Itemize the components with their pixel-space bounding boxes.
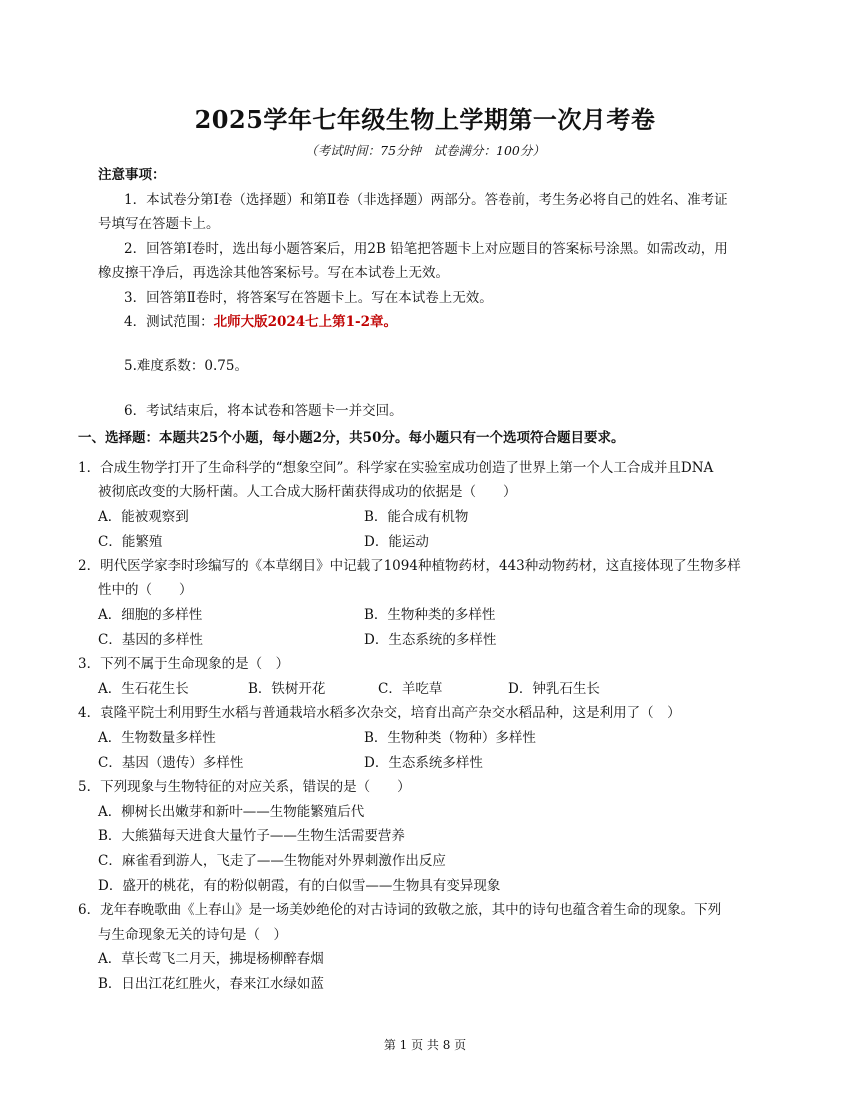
question-4-option-c: C．基因（遗传）多样性 [98, 755, 244, 771]
question-2-option-d: D．生态系统的多样性 [364, 632, 497, 648]
question-2-stem-line1: 2．明代医学家李时珍编写的《本草纲目》中记载了1094种植物药材，443种动物药材，这直接体现了生物多样 [78, 558, 741, 574]
section1-heading: 一、选择题：本题共25个小题，每小题2分，共50分。每小题只有一个选项符合题目要求。 [78, 430, 625, 446]
notice-item1-line1: 1．本试卷分第Ⅰ卷（选择题）和第Ⅱ卷（非选择题）两部分。答卷前，考生务必将自己的姓名、准考证 [124, 192, 728, 208]
question-3-option-c: C．羊吃草 [378, 681, 443, 697]
question-1-stem-line1: 1．合成生物学打开了生命科学的“想象空间”。科学家在实验室成功创造了世界上第一个人工合成并且DNA [78, 460, 714, 476]
notice-item3: 3．回答第Ⅱ卷时，将答案写在答题卡上。写在本试卷上无效。 [124, 290, 493, 306]
question-2-option-a: A．细胞的多样性 [98, 607, 203, 623]
question-4-option-a: A．生物数量多样性 [98, 730, 216, 746]
question-1-option-c: C．能繁殖 [98, 534, 163, 550]
question-3-option-d: D．钟乳石生长 [508, 681, 600, 697]
question-2-option-c: C．基因的多样性 [98, 632, 203, 648]
question-5-stem: 5．下列现象与生物特征的对应关系，错误的是（ ） [78, 779, 411, 795]
question-4-option-b: B．生物种类（物种）多样性 [364, 730, 536, 746]
question-5-option-c: C．麻雀看到游人，飞走了——生物能对外界刺激作出反应 [98, 853, 446, 869]
notice-item6: 6．考试结束后，将本试卷和答题卡一并交回。 [124, 403, 403, 419]
question-5-option-b: B．大熊猫每天进食大量竹子——生物生活需要营养 [98, 828, 405, 844]
question-5-option-d: D．盛开的桃花，有的粉似朝霞，有的白似雪——生物具有变异现象 [98, 878, 501, 894]
question-2-stem-line2: 性中的（ ） [98, 582, 193, 598]
question-3-option-b: B．铁树开花 [248, 681, 326, 697]
notice-heading: 注意事项： [98, 167, 166, 183]
notice-item2-line1: 2．回答第Ⅰ卷时，选出每小题答案后，用2B 铅笔把答题卡上对应题目的答案标号涂黑。如需改动，用 [124, 241, 728, 257]
notice-item1-line2: 号填写在答题卡上。 [98, 216, 220, 232]
question-6-stem-line2: 与生命现象无关的诗句是（ ） [98, 927, 287, 943]
notice-item4-label: 4．测试范围： [124, 314, 214, 330]
page-footer: 第 1 页 共 8 页 [383, 1038, 467, 1052]
notice-item4 [124, 313, 397, 331]
question-2-option-b: B．生物种类的多样性 [364, 607, 496, 623]
question-1-option-d: D．能运动 [364, 534, 429, 550]
question-1-option-b: B．能合成有机物 [364, 509, 469, 525]
notice-item2-line2: 橡皮擦干净后，再选涂其他答案标号。写在本试卷上无效。 [98, 265, 449, 281]
question-4-stem: 4．袁隆平院士利用野生水稻与普通栽培水稻多次杂交，培育出高产杂交水稻品种，这是利用了（ ） [78, 705, 681, 721]
notice-item5: 5.难度系数：0.75。 [124, 358, 248, 374]
question-6-stem-line1: 6．龙年春晚歌曲《上春山》是一场美妙绝伦的对古诗词的致敬之旅，其中的诗句也蕴含着生命的现象。下列 [78, 902, 722, 918]
exam-title: 2025学年七年级生物上学期第一次月考卷 [194, 105, 656, 134]
question-6-option-a: A．草长莺飞二月天，拂堤杨柳醉春烟 [98, 951, 324, 967]
question-3-stem: 3．下列不属于生命现象的是（ ） [78, 656, 290, 672]
question-5-option-a: A．柳树长出嫩芽和新叶——生物能繁殖后代 [98, 804, 365, 820]
question-3-option-a: A．生石花生长 [98, 681, 189, 697]
exam-subtitle: （考试时间：75分钟 试卷满分：100分） [305, 143, 545, 158]
notice-item4-scope: 北师大版2024七上第1-2章。 [213, 314, 398, 330]
question-6-option-b: B．日出江花红胜火，春来江水绿如蓝 [98, 976, 324, 992]
question-1-stem-line2: 被彻底改变的大肠杆菌。人工合成大肠杆菌获得成功的依据是（ ） [98, 484, 517, 500]
question-1-option-a: A．能被观察到 [98, 509, 189, 525]
question-4-option-d: D．生态系统多样性 [364, 755, 483, 771]
